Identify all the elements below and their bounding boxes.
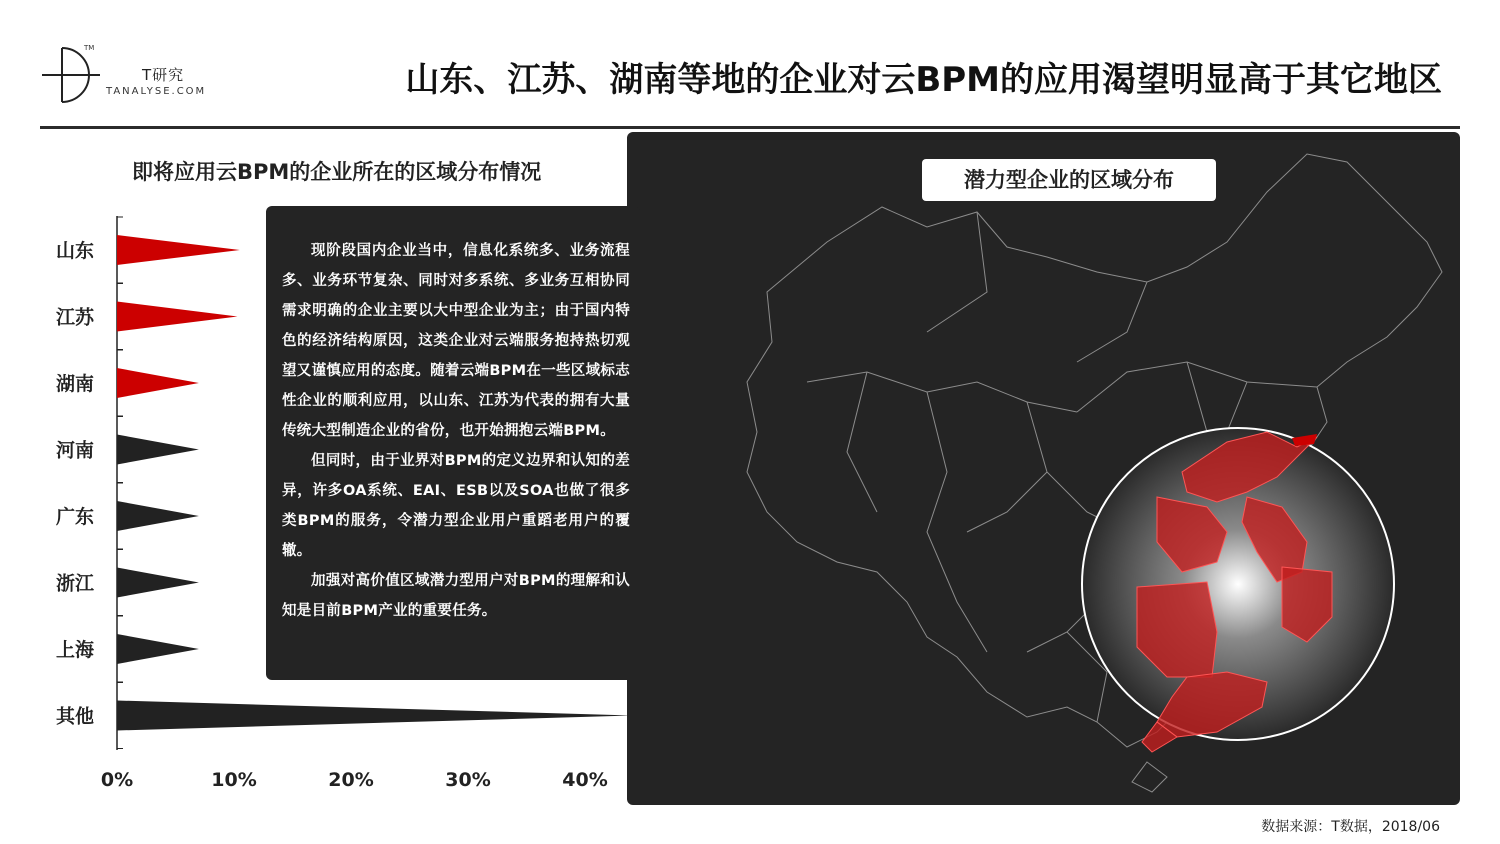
x-tick-label-0: 0% [100, 769, 134, 791]
bar-5 [117, 568, 199, 598]
china-map [627, 132, 1460, 805]
page-title: 山东、江苏、湖南等地的企业对云BPM的应用渴望明显高于其它地区 [405, 60, 1442, 100]
bar-4 [117, 501, 199, 531]
province-shandong-tip [1292, 434, 1317, 446]
description-paragraph-1: 现阶段国内企业当中，信息化系统多、业务流程多、业务环节复杂、同时对多系统、多业务互相协同需求明确的企业主要以大中型企业为主；由于国内特色的经济结构原因，这类企业对云端服务抱持热切观望又谨慎应用的态度。随着云端BPM在一些区域标志性企业的顺利应用，以山东、江苏为代表的拥有大量传统大型制造企业的省份，也开始拥抱云端BPM。 [282, 243, 630, 439]
map-title: 潜力型企业的区域分布 [922, 159, 1216, 201]
category-label-7: 其他 [55, 705, 95, 728]
logo-en-text: TANALYSE.COM [106, 86, 207, 97]
description-paragraph-2: 但同时，由于业界对BPM的定义边界和认知的差异，许多OA系统、EAI、ESB以及SOA也做了很多类BPM的服务，令潜力型企业用户重蹈老用户的覆辙。 [282, 453, 630, 559]
bar-6 [117, 634, 199, 664]
bar-0 [117, 235, 240, 265]
bar-7 [117, 701, 632, 731]
x-tick-label-4: 40% [562, 769, 608, 791]
description-box [266, 206, 640, 680]
x-tick-label-2: 20% [328, 769, 374, 791]
category-label-1: 江苏 [55, 306, 95, 329]
category-label-5: 浙江 [55, 572, 95, 595]
category-label-4: 广东 [55, 506, 95, 528]
category-label-0: 山东 [55, 240, 95, 262]
bar-2 [117, 368, 199, 398]
category-label-6: 上海 [55, 639, 95, 661]
x-tick-label-1: 10% [211, 769, 257, 791]
chart-title: 即将应用云BPM的企业所在的区域分布情况 [132, 160, 542, 184]
description-paragraph-3: 加强对高价值区域潜力型用户对BPM的理解和认知是目前BPM产业的重要任务。 [282, 573, 630, 619]
category-label-2: 湖南 [55, 373, 95, 395]
x-tick-label-3: 30% [445, 769, 491, 791]
category-label-3: 河南 [55, 439, 95, 462]
map-panel [627, 132, 1460, 805]
logo-tm: TM [84, 44, 95, 52]
logo-cn-text: T研究 [142, 66, 185, 84]
bar-1 [117, 302, 238, 332]
bar-3 [117, 435, 199, 465]
data-source: 数据来源：T数据，2018/06 [1261, 819, 1440, 835]
